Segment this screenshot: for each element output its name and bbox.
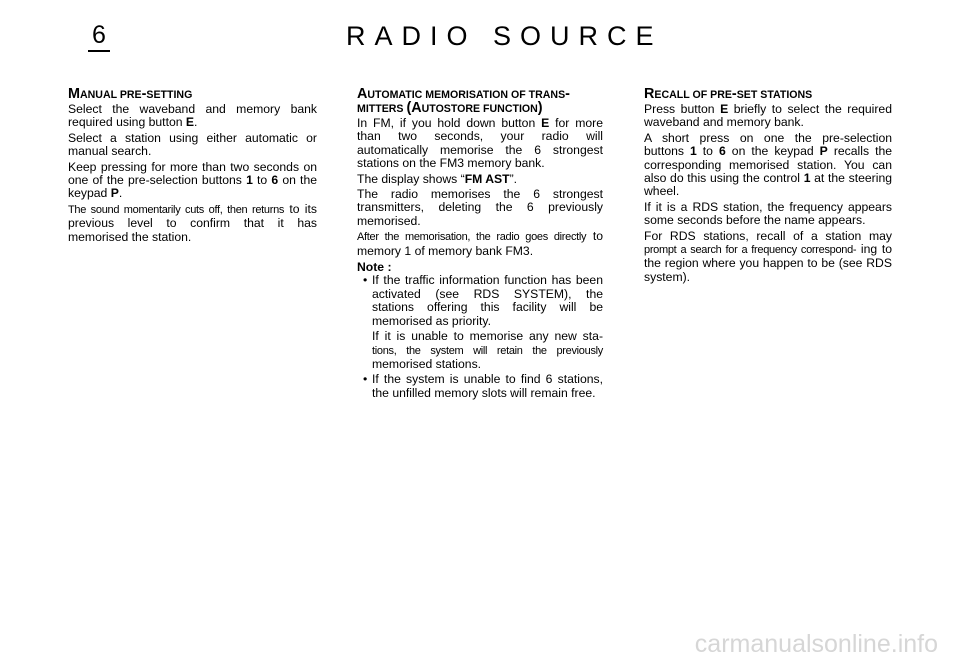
list-item: • If the system is unable to find 6 stations, the unfilled memory slots will remain free. [363,372,603,400]
automatic-memorisation-heading: AUTOMATIC MEMORISATION OF TRANS- MITTERS (AUTOSTORE FUNCTION) [357,86,570,116]
recall-para-1: Press button E briefly to select the required waveband and memory bank. [644,102,892,130]
recall-presets-heading: RECALL OF PRE-SET STATIONS [644,86,813,102]
page-number: 6 [88,22,110,52]
manual-para-2: Select a station using either automatic or manual search. [68,130,317,159]
note-label: Note : [357,260,392,275]
automatic-para-4: After the memorisation, the radio goes directly to memory 1 of memory bank FM3. [357,229,603,258]
list-item: • If the traffic information function has been activated (see RDS SYSTEM), the stations offering this facility will be memorised as priority. If it is unable to memorise any new sta- tions, the system will retain the previously memorised stations. [363,273,603,371]
recall-para-4: For RDS stations, recall of a station may prompt a search for a frequency correspond- ing to the region where you happen to be (see RDS system). [644,228,893,284]
bullet-icon: • [363,372,368,387]
automatic-para-1: In FM, if you hold down button E for more than two seconds, your radio will automatically memorise the 6 strongest stations on the FM3 memory bank. [357,116,603,171]
recall-para-3: If it is a RDS station, the frequency appears some seconds before the name appears. [644,199,892,228]
recall-presets-section [644,88,892,286]
watermark: carmanualsonline.info [694,630,938,658]
manual-para-3: Keep pressing for more than two seconds on one of the pre-selection buttons 1 to 6 on the keypad P. [68,159,318,201]
manual-presetting-heading: MANUAL PRE-SETTING [68,86,193,102]
manual-para-1: Select the waveband and memory bank required using button E. [68,102,317,130]
manual-para-4: The sound momentarily cuts off, then returns to its previous level to confirm that it has memorised the station. [68,201,317,244]
recall-para-2: A short press on one the pre-selection buttons 1 to 6 on the keypad P recalls the corresponding memorised station. You can also do this using the control 1 at the steering wheel. [644,130,893,199]
note-bullet-list [357,274,603,400]
automatic-memorisation-section [357,88,603,402]
bullet-icon: • [363,273,368,288]
automatic-para-2: The display shows “FM AST”. [357,171,518,186]
manual-presetting-section [68,88,317,246]
page-title: RADIO SOURCE [346,21,663,51]
automatic-para-3: The radio memorises the 6 strongest transmitters, deleting the 6 previously memorised. [357,187,603,228]
note-bullet-1-continuation: If it is unable to memorise any new sta- tions, the system will retain the previously memorised stations. [372,329,603,371]
